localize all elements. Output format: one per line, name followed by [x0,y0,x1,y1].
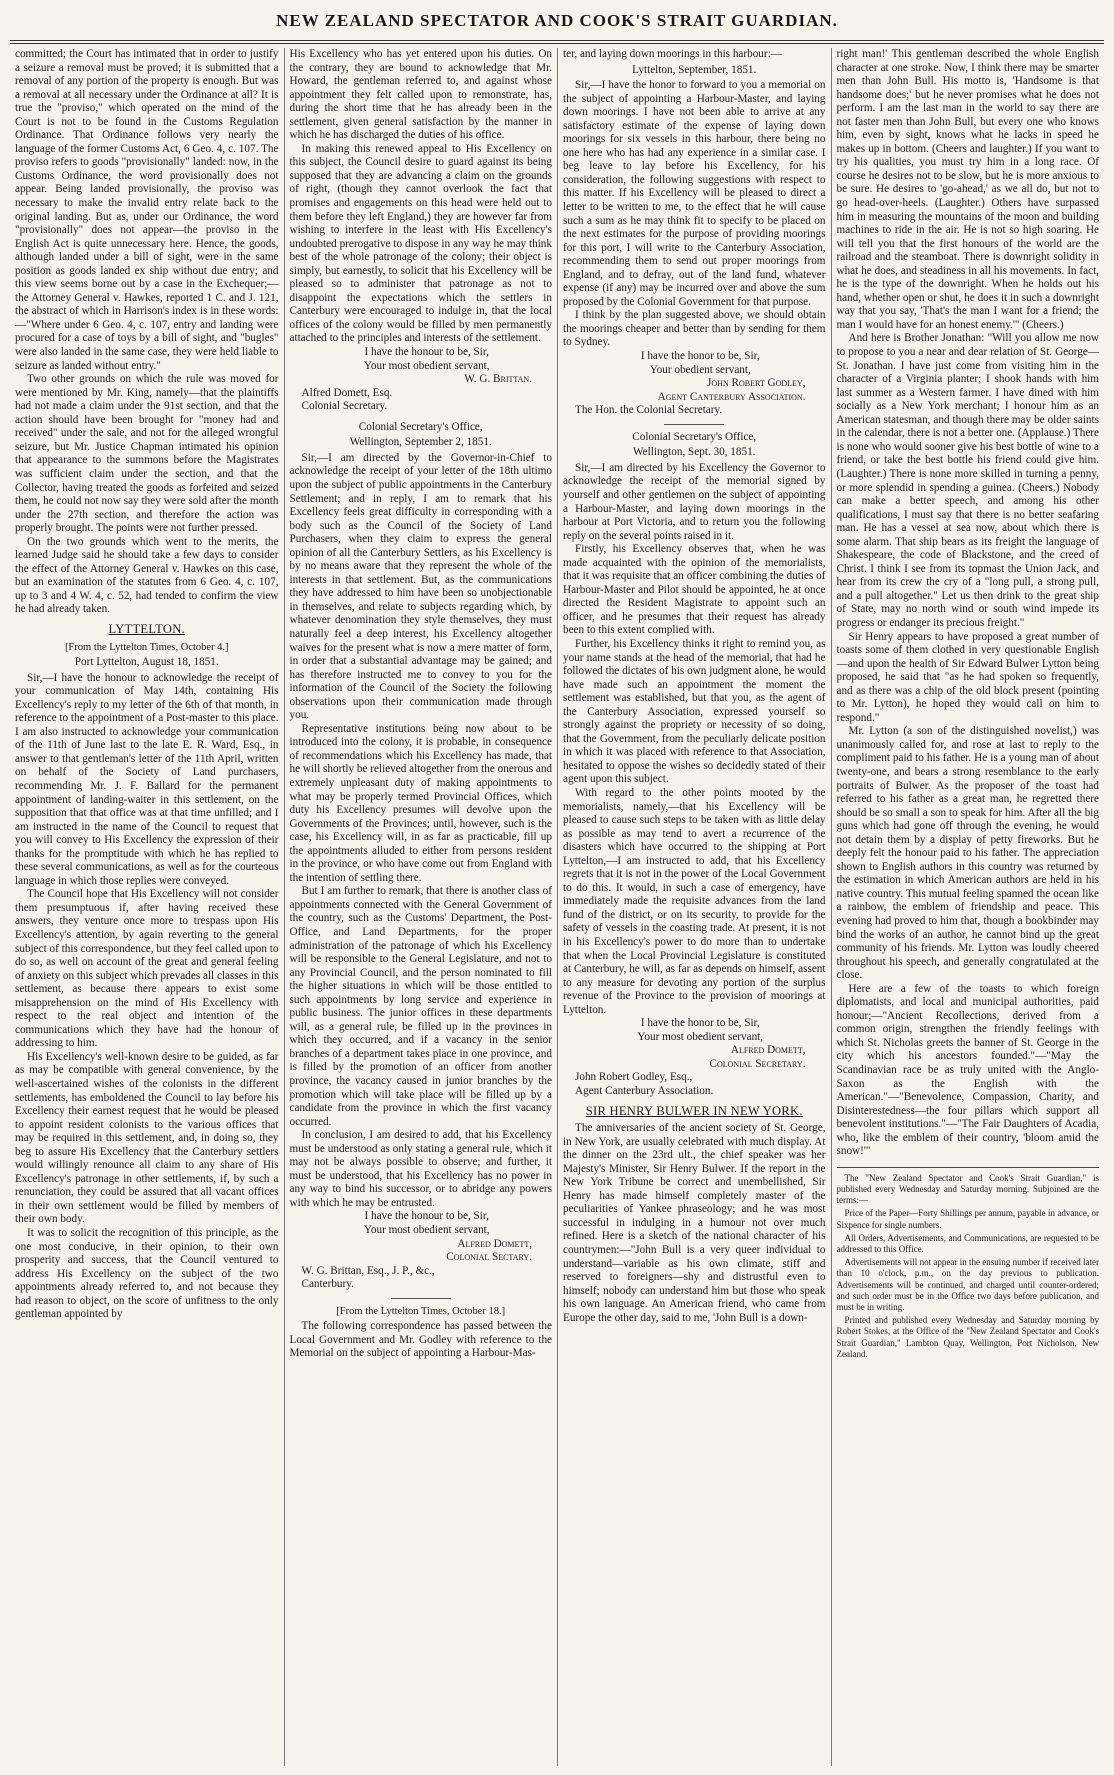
sign-off: Your obedient servant, [649,363,751,376]
article-paragraph: His Excellency who has yet entered upon his duties. On the contrary, they are bound to acknowledge that Mr. Howard, the gentleman referred to, and against whose appointment they felt called upon to remonstrate, has, during the short time that he has already been in the settlement, given general satisfaction by the manner in which he has discharged the duties of his office. [289,48,552,142]
letter-paragraph: Sir,—I have the honour to acknowledge the receipt of your communication of May 14th, containing His Excellency's reply to my letter of the 6th of that month, in reference to the appointment of a Post-master to this place. I am also instructed to acknowledge your communication of the 11th of June last to the late E. R. Ward, Esq., in answer to that gentleman's letter of the 11th April, written on behalf of the Society of Land purchasers, recommending Mr. J. F. Ballard for the permanent appointment of landing-waiter in this settlement, on the supposition that that office was at that time unfilled; and I am instructed in the name of the Council to request that you will convey to His Excellency the expression of their thanks for the promptitude with which he has replied to these several communications, as well as for the courteous language in which those replies were conveyed. [15,671,279,887]
letter-paragraph: Firstly, his Excellency observes that, when he was made acquainted with the opinion of the memorialists, that it was requisite that an officer combining the duties of Harbour-Master and Pilot should be appointed, he at once directed the Resident Magistrate to appoint such an officer, and he presumes that their request has already been to this extent complied with. [563,543,826,637]
signature: John Robert Godley, [707,377,806,390]
letter-paragraph: Sir,—I have the honor to forward to you a memorial on the subject of appointing a Harbour-Master, and laying down moorings. I have not been able to arrive at any satisfactory estimate of the expense of laying down moorings for six vessels in this harbour, there being no one here who has had any experience in a similar case. I beg leave to lay before his Excellency, for his consideration, the following suggestions with respect to this matter. If his Excellency will be pleased to direct a letter to be written to me, to the effect that he will cause such a sum as he may think fit to specify to be placed on the next estimates for the purpose of providing moorings for this port, I will write to the Canterbury Association, recommending them to send out proper moorings from England, and to defray, out of the land fund, whatever expense (if any) may be incurred over and above the sum proposed by the Colonial Government for that purpose. [563,79,826,308]
article-paragraph: right man!' This gentleman described the whole English character at one stroke. Now, I think there may be smarter men than John Bull. His motto is, 'Handsome is that handsome does;' but he never promises what he does not perform. I am the last man in the world to say there are not faster men than John Bull, but every one who knows him, even by sight, knows what he lacks in speed he makes up in bottom. (Cheers and laughter.) If you want to try his qualities, you must try him in a long race. Of course he desires not to be slow, but he is more anxious to be sure. He desires to 'go-ahead,' as we all do, but not to go head-over-heels. (Laughter.) Others have surpassed him in measuring the mountains of the moon and building machines to ride in the air. He is not so high soaring. He will tell you that the first honours of the world are the railroad and the steamboat. There is downright solidity in what he does, and steadiness in all his movements. In fact, he is the type of the downright. When he holds out his hand, whether open or shut, he does it in such a downright way that you say, 'That's the man I want for a friend; the man I would have for an honest enemy.'" (Cheers.) [836,48,1099,331]
addressee: The Hon. the Colonial Secretary. [575,404,723,417]
article-paragraph: On the two grounds which went to the merits, the learned Judge said he should take a few days to consider the effect of the Attorney General v. Hawkes on this case, but an examination of the statutes from 6 Geo. 4, c. 107, up to 3 and 4 W. 4, c. 52, had tended to confirm the view he had already taken. [15,535,279,616]
article-paragraph: In making this renewed appeal to His Excellency on this subject, the Council desire to guard against its being supposed that they are advancing a claim on the grounds of right, (though they cannot overlook the fact that promises and engagements on this head were held out to them before they left England,) they are however far from wishing to interfere in the least with His Excellency's undoubted prerogative to dispose in any way he may think best of the whole patronage of the colony; their object is simply, but earnestly, to solicit that his Excellency will be pleased so to administer that patronage as not to disappoint the expectations which the settlers in Canterbury were encouraged to indulge in, that the local offices of the colony would be filled by men permanently attached to the principles and interests of the settlement. [289,142,552,345]
column-2 [284,48,558,1766]
divider [664,424,724,425]
article-paragraph: Mr. Lytton (a son of the distinguished novelist,) was unanimously called for, and rose at last to reply to the compliment paid to his father. He is a young man of about twenty-one, and bears a strong resemblance to the early portraits of Bulwer. As the proposer of the toast had referred to his father as a great man, he regretted there should be so small a son to speak for him. After all the big guns which had gone off through the evening, he would not detain them by a display of petty fireworks. But he deeply felt the honour paid to his father. The appreciation shown to English authors in this country was returned by the estimation in which American authors are held in his native country. This mutual feeling spanned the ocean like a rainbow, the emblem of friendship and peace. This evening had proved to him that, though a bookbinder may bind the works of an author, he cannot bind up the great community of his friends. Mr. Lytton was loudly cheered throughout his speech, and generally congratulated at the close. [836,725,1099,982]
publication-notice [837,1167,1100,1360]
letter-paragraph: I think by the plan suggested above, we should obtain the moorings cheaper and better than by sending for them to Sydney. [563,309,826,349]
letter-paragraph: His Excellency's well-known desire to be guided, as far as may be compatible with general convenience, by the well-ascertained wishes of the colonists in the different settlements, has emboldened the Council to lay before his Excellency their earnest request that he would be pleased to appoint resident colonists to the various offices that may be required in this settlement, and, in doing so, they beg to assure His Excellency that the Canterbury settlers would willingly renounce all claim to any share of His Excellency's patronage in other settlements, if, by such a renunciation, they could be assured that all vacant offices in their own settlement would be filled by members of their own body. [15,1050,279,1226]
article-paragraph: The following correspondence has passed between the Local Government and Mr. Godley with reference to the Memorial on the subject of appointing a Harbour-Mas- [289,1320,552,1360]
section-title-lyttelton: LYTTELTON. [108,621,185,636]
sign-off: I have the honor to be, Sir, [640,1017,760,1030]
notice-line: Printed and published every Wednesday and Saturday morning by Robert Stokes, at the Office of the "New Zealand Spectator and Cook's Strait Guardian," Lambton Quay, Wellington, Port Nicholson, New Zealand. [836,1315,1099,1359]
letter-paragraph: Representative institutions being now about to be introduced into the colony, it is probable, in consequence of recommendations which his Excellency has made, that he will shortly be relieved altogether from the onerous and extremely unpleasant duty of making appointments to what may be properly termed Provincial Offices, which duty his Excellency presumes will devolve upon the Governments of the Provinces; until, however, such is the case, his Excellency will, in as far as practicable, fill up the appointments alluded to either from persons resident in the province, or who have come out from England with the intention of settling there. [289,722,553,884]
letter-paragraph: Sir,—I am directed by his Excellency the Governor to acknowledge the receipt of the memorial signed by yourself and other gentlemen on the subject of appointing a Harbour-Master, and laying down moorings in the harbour at Port Victoria, and to return you the following reply on the several points raised in it. [563,461,826,542]
article-paragraph: Sir Henry appears to have proposed a great number of toasts some of them clothed in very questionable English—and upon the health of Sir Edward Bulwer Lytton being proposed, he said that "as he had spoken so frequently, and as there was a chip of the old block present (pointing to Mr. Lytton), he hoped they would call on him to respond." [836,630,1099,724]
article-paragraph: Two other grounds on which the rule was moved for were mentioned by Mr. King, namely—that the plaintiffs had not made a claim under the 91st section, and that the action should have been brought for "money had and received" under the sale, and not for the alleged wrongful seizure, but Mr. Justice Chapman intimated his opinion that appearance to the summons before the Magistrates was sufficient claim under the section, and that the Collector, having treated the goods as forfeited and seized them, he could not now say they were sold after the month under the 27th section, and therefore the action was properly brought. The points were not further pressed. [15,373,279,535]
signature-title: Agent Canterbury Association. [657,390,806,403]
addressee: W. G. Brittan, Esq., J. P., &c., [301,1264,435,1277]
sign-off: Your most obedient servant, [363,1224,490,1237]
letter-paragraph: Further, his Excellency thinks it right to remind you, as your name stands at the head of the memorial, that had he followed the dictates of his own judgment alone, he would have made such an appointment the moment the settlement was established, but that you, as the agent of the Canterbury Association, expressed yourself so strongly against the propriety or necessity of so doing, that the Government, from the peculiarly delicate position in which it was placed with reference to that Association, hesitated to oppose the wishes so decidedly stated of their agent upon this subject. [563,637,826,786]
addressee: John Robert Godley, Esq., [575,1071,693,1084]
notice-line: All Orders, Advertisements, and Communications, are requested to be addressed to this Office. [836,1232,1099,1255]
source-line: [From the Lyttelton Times, October 4.] [64,641,229,653]
sign-off: I have the honor to be, Sir, [640,350,760,363]
divider [391,1298,451,1299]
signature-title: Colonial Sectary. [446,1251,532,1264]
signature-title: Colonial Secretary. [709,1057,806,1070]
dateline: Port Lyttelton, August 18, 1851. [74,656,219,669]
article-paragraph: ter, and laying down moorings in this harbour:— [563,48,782,60]
sign-off: I have the honour to be, Sir, [364,346,489,359]
office-date: Wellington, September 2, 1851. [349,436,492,449]
office-date: Wellington, Sept. 30, 1851. [633,446,756,459]
spacer [290,414,553,419]
notice-line: Price of the Paper—Forty Shillings per annum, payable in advance, or Sixpence for single numbers. [836,1208,1099,1230]
letter-paragraph: But I am further to remark, that there is another class of appointments connected with the General Government of the country, such as the Customs' Department, the Post-Office, and Land Departments, for the proper administration of the patronage of which his Excellency will be responsible to the General Legislature, and not to any Provincial Council, and the person nominated to fill the higher situations in which will be those entitled to such appointments by long service and experience in public business. The junior offices in these departments will, as a general rule, be filled up in the provinces in which they occurred, and if a vacancy in the senior branches of a department takes place in one province, and is filled by the promotion of an officer from another province, the vacancy caused in junior branches by the promotion which will take place will be filled up by a candidate from the province in which the first vacancy occurred. [289,885,552,1128]
signature: W. G. Brittan. [464,373,532,386]
article-paragraph: And here is Brother Jonathan: "Will you allow me now to propose to you a near and dear relation of St. George—St. Jonathan. I have just come from visiting him in the character of a Virginia planter; I shook hands with him last summer as a Western farmer. I have dined with him socially as a New York merchant; I honour him as an American statesman, and though there may be older saints in the calendar, there is not a better one. (Applause.) There is none who would sooner give his best bottle of wine to a friend, or take the best bottle his friend could give him. (Laughter.) There is none more skilled in turning a penny, or more splendid in spending a guinea. (Cheers.) Nobody can make a better speech, and among his other qualifications, I must say that there is no better seafaring man. He has a vessel at sea now, about which there is some alarm. That ship bears as its freight the language of Shakespeare, the code of Blackstone, and the creed of Christ. I think I see from its topmast the Union Jack, and hear from its crew the cry of a "long pull, a strong pull, and a pull altogether." Let us then drink to the great ship of State, may no north wind or south wind impede its progress or endanger its precious freight." [836,332,1099,629]
dateline: Lyttelton, September, 1851. [632,63,757,76]
column-3 [557,48,831,1766]
letter-paragraph: The Council hope that His Excellency will not consider them presumptuous if, after having received these answers, they venture once more to trespass upon His Excellency's attention, by again reverting to the general subject of this correspondence, but they feel called upon to do so, as well on account of the great and general feeling of anxiety on this subject which prevades all classes in this settlement, as because there appears to exist some misapprehension on the mind of His Excellency with respect to the real object and intention of the communications which they have had the honour of addressing to him. [15,888,279,1050]
letter-paragraph: With regard to the other points mooted by the memorialists, namely,—that his Excellency will be pleased to cause such steps to be taken with as little delay as possible as may tend to avert a recurrence of the disasters which have occurred to the shipping at Port Lyttelton,—I am instructed to add, that his Excellency regrets that it is not in the power of the Local Government to do this. It would, in such a case of emergency, have immediately made the requisite advances from the land fund of the district, or on its security, to provide for the safety of vessels in the coasting trade. At present, it is not in his Excellency's power to do more than to undertake that when the Local Provincial Legislature is constituted at Canterbury, he will, as far as depends on himself, assent to any measure for devoting any portion of the surplus revenue of the Province to the provision of moorings at Lyttelton. [563,786,826,1016]
notice-line: Advertisements will not appear in the ensuing number if received later than 10 o'clock, p.m., on the day previous to publication. Advertisements will be continued, and charged until counter-ordered; and such order must be in the Office two days before publication, and must be in writing. [836,1257,1099,1313]
notice-line: The "New Zealand Spectator and Cook's Strait Guardian," is published every Wednesday and Saturday morning. Subjoined are the terms:— [836,1172,1099,1206]
source-line: [From the Lyttelton Times, October 18.] [336,1305,506,1317]
sign-off: I have the honour to be, Sir, [364,1210,489,1223]
masthead: NEW ZEALAND SPECTATOR AND COOK'S STRAIT GUARDIAN. [276,11,838,30]
letter-paragraph: It was to solicit the recognition of this principle, as the one most conducive, in their opinion, to their own prosperity and success, that the Council ventured to address His Excellency on the subject of the two appointments already referred to, and not because they had reason to object, on the score of unfitness to the only gentleman appointed by [15,1227,279,1321]
column-1 [10,48,284,1766]
top-rule [10,40,1104,44]
column-4 [831,48,1105,1766]
signature: Alfred Domett, [730,1044,806,1057]
sign-off: Your most obedient servant, [363,359,490,372]
section-title-bulwer: SIR HENRY BULWER IN NEW YORK. [585,1103,803,1118]
office-line: Colonial Secretary's Office, [358,420,483,433]
addressee-title: Agent Canterbury Association. [575,1085,714,1098]
addressee-title: Colonial Secretary. [301,400,388,413]
letter-paragraph: Sir,—I am directed by the Governor-in-Chief to acknowledge the receipt of your letter of the 18th ultimo upon the subject of public appointments in the Canterbury Settlement; and in reply, I am to remark that his Excellency feels great difficulty in corresponding with a body such as the Council of the Society of Land Purchasers, when they claim to express the general opinion of all the Canterbury Settlers, as his Excellency is by no means aware that they represent the whole of the interests in that settlement. But, as the communications they have addressed to him have been so unobjectionable in themselves, and relate to subjects regarding which, by whatever denomination they style themselves, they must naturally feel a deep interest, his Excellency altogether waives for the present what is now a mere matter of form, in order that a substantial advantage may be gained; and has therefore instructed me to convey to you for the information of the Council of the Society the following observations upon their communication made through you. [289,451,552,722]
article-paragraph: The anniversaries of the ancient society of St. George, in New York, are usually celebrated with much display. At the dinner on the 23rd ult., the chief speaker was her Majesty's Minister, Sir Henry Bulwer. If the report in the New York Tribune be correct and unembellished, Sir Henry has made himself completely master of the peculiarities of Yankee phraseology; and he was most successful in indulging in a humour not over much refined. Here is a sketch of the national character of his countrymen:—"John Bull is a very queer individual to understand—variable as his own climate, stiff and reserved to foreigners—shy and distrustful even to himself; nobody can understand him but those who speak his own language. An American friend, who came from Europe the other day, said to me, 'John Bull is a down- [563,1122,826,1324]
signature: Alfred Domett, [457,1237,532,1250]
article-paragraph: committed; the Court has intimated that in order to justify a seizure a removal must be proved; it is submitted that a removal of any portion of the property is enough. But was a removal at all necessary under the Ordinance at all? It is true the "proviso," which operated on the mind of the Court is not to be found in the Customs Regulation Ordinance. That Ordinance follows very nearly the language of the former Customs Act, 6 Geo. 4, c. 107. The proviso refers to goods "provisionally" landed: now, in the Customs Ordinance, the word provisionally does not appear. Being landed provisionally, the proviso was necessary to make the invalid entry relate back to the original landing. But as, under our Ordinance, the word "provisionally" does not appear—the proviso in the English Act is quite unnecessary here. Hence, the goods, although landed under a bill of sight, were in the same position as goods landed ex ship without due entry; and this view seems borne out by a case in the Exchequer;—the Attorney General v. Hawkes, reported 1 C. and J. 121, the abstract of which in Harrison's index is in these words:—"Where under 6 Geo. 4, c. 107, entry and landing were procured for a case of toys by a bill of sight, and "bugles" were also landed in the same case, they were held liable to seizure as landed without entry." [15,48,279,372]
sign-off: Your most obedient servant, [637,1030,764,1043]
addressee-title: Canterbury. [301,1278,354,1291]
letter-paragraph: In conclusion, I am desired to add, that his Excellency must be understood as only stating a general rule, which it may not be always possible to observe; and further, it must be understood, that his Excellency has no power in any way to bind his successor, or to abridge any powers with which he may be entrusted. [289,1129,552,1209]
addressee: Alfred Domett, Esq. [301,386,393,399]
office-line: Colonial Secretary's Office, [632,430,757,443]
columns [10,48,1104,1766]
article-paragraph: Here are a few of the toasts to which foreign diplomatists, and local and municipal authorities, paid honour;—"Ancient Recollections, derived from a common origin, strengthen the friendly feelings with which St. Nicholas greets the banner of St. George in the city which his ancestors founded."—"May the Scandinavian race be as truly united with the Anglo-Saxon as the English with the American."—"Benevolence, Compassion, Charity, and Disinterestedness—the four pillars which support all benevolent institutions."—"The Fair Daughters of Acadia, who, like the emblem of their country, 'bloom amid the snow!'" [836,982,1099,1158]
